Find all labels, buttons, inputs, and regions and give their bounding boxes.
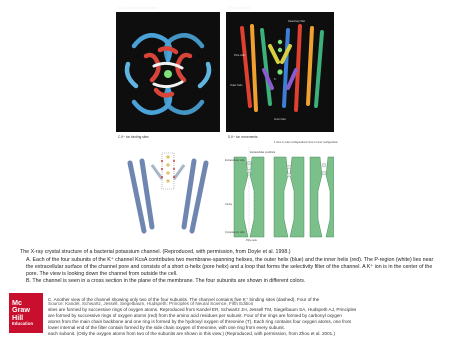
panel-b-label: B Cross section bbox=[228, 6, 251, 10]
config-2-label: 2 Ions in inner configuration bbox=[306, 141, 338, 144]
panel-d bbox=[225, 135, 338, 247]
logo-line-2: Graw bbox=[12, 305, 30, 315]
extracellular-side-label: Extracellular side bbox=[225, 159, 245, 162]
panel-c-label: C K⁺ ion binding sites bbox=[118, 135, 149, 139]
figure-caption bbox=[20, 249, 436, 285]
k-ion-label: K⁺ bbox=[274, 78, 278, 81]
cavity-label: Cavity bbox=[225, 203, 233, 206]
caption-paragraph-a: A. Each of the four subunits of the K⁺ channel KcsA contributes two membrane-spanning helixes, the outer helix (blue) and the inner helix (red). The P-region (white) lies near the extracellular surface of the channel pore and consists of a short α-helix (pore helix) and a loop that forms the selectivity filter of the channel. A K⁺ ion is in the center of the pore. The view is looking down the channel from outside the cell. bbox=[26, 257, 434, 278]
caption-paragraph-b: B. The channel is seen in a cross section in the plane of the membrane. The four subunits are shown in different colors. bbox=[26, 278, 306, 285]
extracellular-vestibule-label: Extracellular vestibule bbox=[250, 151, 276, 154]
mcgraw-hill-logo bbox=[9, 293, 43, 333]
logo-line-3: Hill bbox=[12, 312, 24, 322]
selectivity-filter-label: Selectivity filter bbox=[288, 20, 306, 23]
outer-helix-label: Outer helix bbox=[230, 84, 243, 87]
logo-line-1: Mc bbox=[12, 297, 22, 307]
panel-a-label: A Looking down the channel bbox=[118, 6, 158, 10]
panel-b bbox=[226, 6, 334, 132]
panel-c bbox=[116, 135, 220, 247]
panel-b-structure-image bbox=[226, 6, 334, 132]
config-1-label: 1 Ions in outer configuration bbox=[274, 141, 307, 144]
footer-line-4: atoms from the main chain backbone and one ring is formed by the hydroxyl oxygen of threonine (T). Each ring contains four oxygen atoms, one from bbox=[48, 319, 352, 324]
pore-helix-label: Pore helix bbox=[234, 54, 246, 57]
caption-title: The X-ray crystal structure of a bacterial potassium channel. (Reproduced, with permission, from Doyle et al. 1998.) bbox=[20, 249, 291, 255]
figure bbox=[112, 5, 336, 250]
cytoplasmic-side-label: Cytoplasmic side bbox=[225, 231, 245, 234]
panel-d-label: D K⁺ ion movements bbox=[228, 135, 258, 139]
pore-axis-label: Pore axis bbox=[246, 239, 257, 242]
footer-line-1: C. Another view of the channel showing only two of the four subunits. The channel contains five K⁺ binding sites (dashed). Four of the bbox=[48, 297, 320, 302]
footer-line-2: sites are formed by successive rings of oxygen atoms. Reproduced from Kandel ER, Schwartz JH, Jessell TM, Siegelbaum SA, Hudspeth AJ, Principles bbox=[48, 307, 357, 312]
panel-c-structure-image bbox=[116, 135, 220, 247]
footer-line-6: each subunit. (Only the oxygen atoms from two of the subunits are shown in this view.) (Reproduced, with permission, from Zhou et al. 2001.) bbox=[48, 331, 335, 336]
footer-source-line: Source: Kandel, Schwartz, Jessell, Siegelbaum, Hudspeth: Principles of Neural Science, Fifth Edition bbox=[48, 301, 254, 306]
panel-a-structure-image bbox=[116, 6, 220, 132]
logo-line-4: Education bbox=[12, 321, 34, 327]
panel-a bbox=[116, 6, 220, 132]
footer-line-3: are formed by successive rings of oxygen atoms (red) from the amino acid residues per subunit. Four of the rings are formed by carbonyl oxygen bbox=[48, 313, 342, 318]
footer-line-5: lower internal end of the filter contain formed by the side chain oxygen of threonine, with one ring from every subunit. bbox=[48, 325, 285, 330]
inner-helix-label: Inner helix bbox=[274, 118, 286, 121]
